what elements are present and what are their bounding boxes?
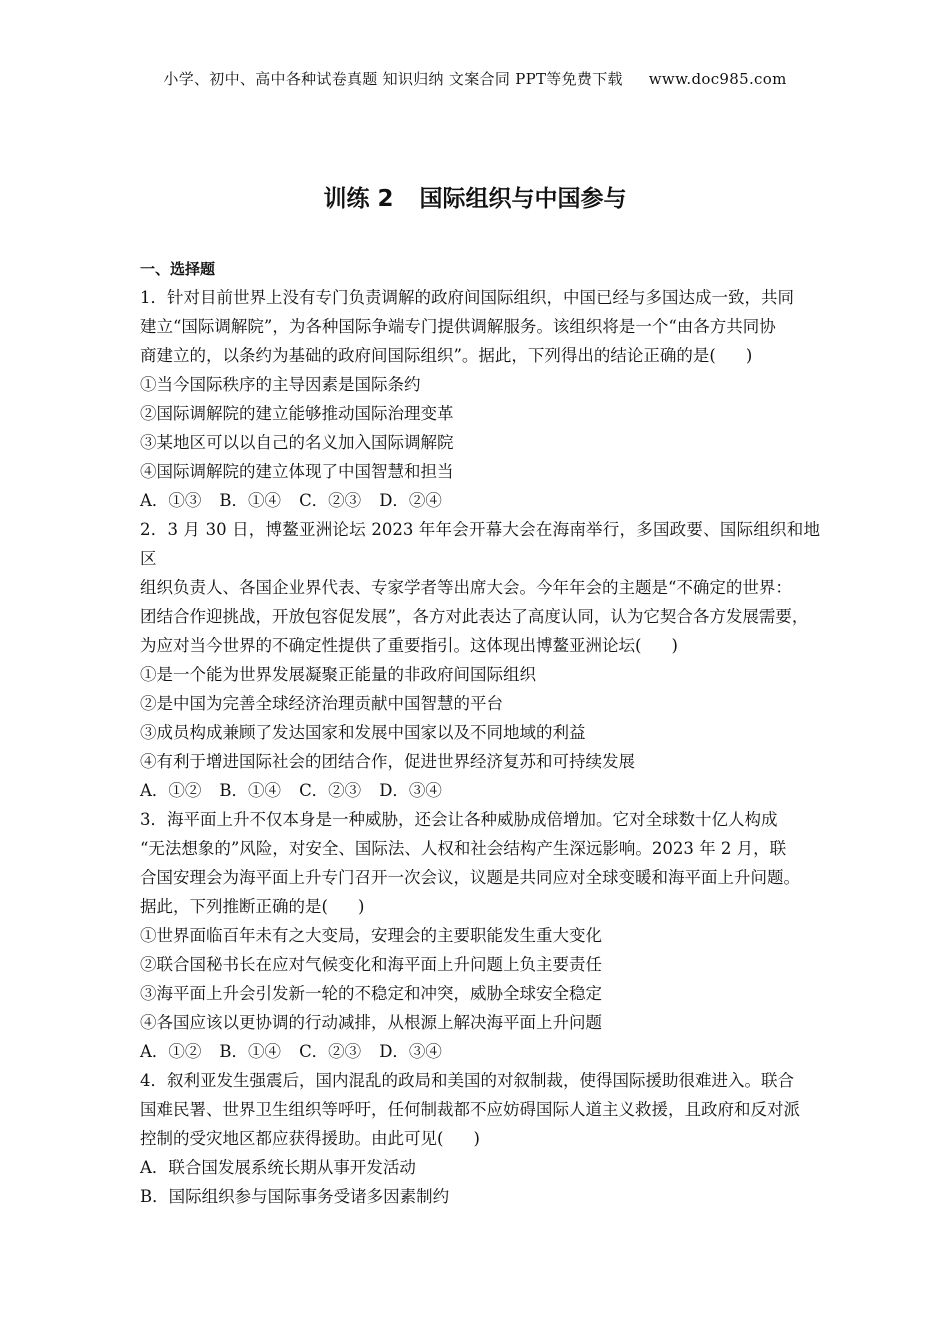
question-stem-line: 组织负责人、各国企业界代表、专家学者等出席大会。今年年会的主题是“不确定的世界： (140, 578, 792, 597)
question-stem-line (140, 631, 820, 660)
answer-paren-close: ) (745, 346, 753, 365)
title-main: 国际组织与中国参与 (419, 186, 627, 212)
choice-d: D．②④ (379, 491, 442, 510)
question-stem-line: 4．叙利亚发生强震后，国内混乱的政局和美国的对叙制裁，使得国际援助很难进入。联合 (140, 1071, 794, 1090)
page-header (0, 68, 950, 89)
question-stem-line: 国难民署、世界卫生组织等呼吁，任何制裁都不应妨碍国际人道主义救援，且政府和反对派 (140, 1100, 800, 1119)
choice-b: B．①④ (219, 781, 282, 800)
title-prefix: 训练 2 (323, 186, 394, 212)
choice-c: C．②③ (299, 491, 362, 510)
choice-c: C．②③ (299, 1042, 362, 1061)
answer-paren-close: ) (671, 636, 678, 655)
statement-option: ①是一个能为世界发展凝聚正能量的非政府间国际组织 (140, 665, 536, 684)
question-stem-line: 合国安理会为海平面上升专门召开一次会议，议题是共同应对全球变暖和海平面上升问题。 (140, 868, 800, 887)
section-heading: 一、选择题 (140, 260, 216, 278)
page-title (0, 180, 950, 213)
answer-paren-close: ) (357, 897, 365, 916)
header-site-link[interactable]: www.doc985.com (648, 70, 787, 88)
statement-option: ③成员构成兼顾了发达国家和发展中国家以及不同地域的利益 (140, 723, 586, 742)
statement-option: ③海平面上升会引发新一轮的不稳定和冲突，威胁全球安全稳定 (140, 984, 602, 1003)
question-stem-line: 2．3 月 30 日，博鳌亚洲论坛 2023 年年会开幕大会在海南举行，多国政要、国际组织和地区 (140, 520, 820, 568)
question-stem-line: 建立“国际调解院”，为各种国际争端专门提供调解服务。该组织将是一个“由各方共同协 (140, 317, 776, 336)
question-stem-text: 为应对当今世界的不确定性提供了重要指引。这体现出博鳌亚洲论坛( (140, 636, 642, 655)
statement-option: ③某地区可以以自己的名义加入国际调解院 (140, 433, 454, 452)
choice-a: A．①② (140, 781, 202, 800)
statement-option: ①当今国际秩序的主导因素是国际条约 (140, 375, 421, 394)
question-stem-line: 团结合作迎挑战，开放包容促发展”，各方对此表达了高度认同，认为它契合各方发展需要， (140, 607, 809, 626)
question-2 (140, 515, 820, 805)
question-stem-text: 控制的受灾地区都应获得援助。由此可见( (140, 1129, 444, 1148)
header-text: 小学、初中、高中各种试卷真题 知识归纳 文案合同 PPT等免费下载 (163, 70, 623, 88)
statement-option: ②国际调解院的建立能够推动国际治理变革 (140, 404, 454, 423)
question-3 (140, 805, 820, 1066)
statement-option: ②联合国秘书长在应对气候变化和海平面上升问题上负主要责任 (140, 955, 602, 974)
choice-b: B．①④ (219, 491, 282, 510)
answer-choices (140, 486, 820, 515)
statement-option: ①世界面临百年未有之大变局，安理会的主要职能发生重大变化 (140, 926, 602, 945)
question-stem-line (140, 1124, 820, 1153)
answer-paren-close: ) (473, 1129, 480, 1148)
question-4 (140, 1066, 820, 1211)
question-stem-line: 3．海平面上升不仅本身是一种威胁，还会让各种威胁成倍增加。它对全球数十亿人构成 (140, 810, 778, 829)
choice-a: A．联合国发展系统长期从事开发活动 (140, 1158, 416, 1177)
question-stem-line: “无法想象的”风险，对安全、国际法、人权和社会结构产生深远影响。2023 年 2 月，联 (140, 839, 787, 858)
question-content (140, 256, 820, 1211)
statement-option: ②是中国为完善全球经济治理贡献中国智慧的平台 (140, 694, 503, 713)
choice-d: D．③④ (379, 1042, 442, 1061)
question-1 (140, 283, 820, 515)
answer-choices (140, 776, 820, 805)
choice-c: C．②③ (299, 781, 362, 800)
question-stem-text: 据此，下列推断正确的是( (140, 897, 328, 916)
choice-d: D．③④ (379, 781, 442, 800)
answer-choices (140, 1037, 820, 1066)
statement-option: ④有利于增进国际社会的团结合作，促进世界经济复苏和可持续发展 (140, 752, 635, 771)
choice-a: A．①② (140, 1042, 202, 1061)
statement-option: ④各国应该以更协调的行动减排，从根源上解决海平面上升问题 (140, 1013, 602, 1032)
question-stem-text: 商建立的，以条约为基础的政府间国际组织”。据此，下列得出的结论正确的是( (140, 346, 716, 365)
choice-b: B．国际组织参与国际事务受诸多因素制约 (140, 1187, 450, 1206)
question-stem-line: 1．针对目前世界上没有专门负责调解的政府间国际组织，中国已经与多国达成一致，共同 (140, 288, 794, 307)
question-stem-line (140, 341, 820, 370)
question-stem-line (140, 892, 820, 921)
choice-a: A．①③ (140, 491, 202, 510)
choice-b: B．①④ (219, 1042, 282, 1061)
statement-option: ④国际调解院的建立体现了中国智慧和担当 (140, 462, 454, 481)
